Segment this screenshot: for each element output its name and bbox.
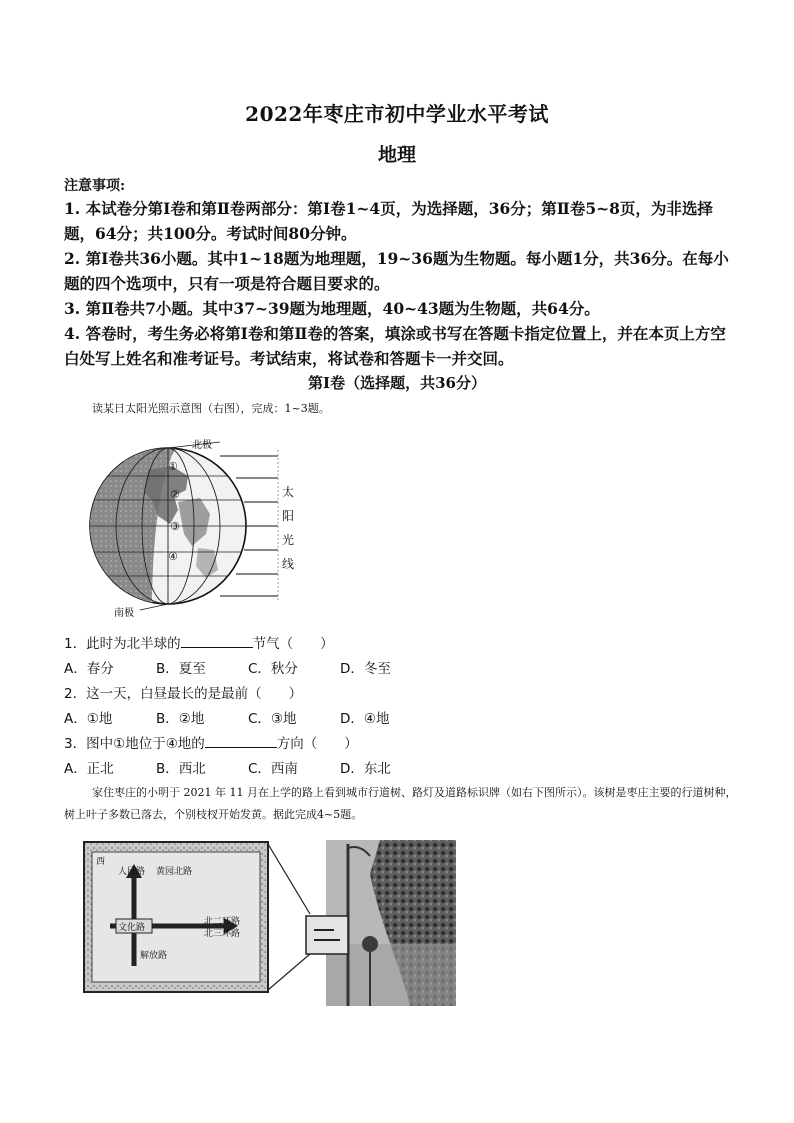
exam-title: 2022年枣庄市初中学业水平考试 [245,102,549,126]
part1-intro-2: 家住枣庄的小明于 2021 年 11 月在上学的路上看到城市行道树、路灯及道路标识牌（如右下图所示）。该树是枣庄主要的行道树种，树上叶子多数已落去，个别枝杈开始发黄。据此完成4~5题。 [64,786,737,821]
sunlight-diagram [60,430,330,620]
sign-road-bottom: 解放路 [140,951,168,961]
note-item: 3. 第Ⅱ卷共7小题。其中37~39题为地理题，40~43题为生物题，共64分。 [64,299,600,318]
north-pole-label: 北极 [192,440,212,451]
note-item: 4. 答卷时，考生务必将第Ⅰ卷和第Ⅱ卷的答案，填涂或书写在答题卡指定位置上，并在本页上方空白处写上姓名和准考证号。考试结束，将试卷和答题卡一并交回。 [64,324,726,368]
marker-1: ① [168,460,178,473]
question-1 [64,632,334,652]
question-1-tail: 节气（ ） [252,636,334,652]
question-3-options [64,757,432,777]
note-item: 2. 第Ⅰ卷共36小题。其中1~18题为地理题，19~36题为生物题。每小题1分，共36分。在每小题的四个选项中，只有一项是符合题目要求的。 [64,249,729,293]
marker-2: ② [170,488,180,501]
option-d: D．冬至 [340,661,391,677]
question-2-stem: 2．这一天，白昼最长的是最前（ ） [64,686,303,702]
sign-road-right-2: 北三环路 [204,929,241,939]
question-3 [64,732,358,752]
option-a: A．春分 [64,661,114,677]
option-a: A．①地 [64,711,113,727]
sunlight-label-char: 阳 [282,509,295,523]
option-a: A．正北 [64,761,114,777]
question-1-stem: 1．此时为北半球的 [64,636,181,652]
option-b: B．西北 [156,761,206,777]
sunlight-label-char: 太 [282,485,295,499]
part1-title: 第Ⅰ卷（选择题，共36分） [308,374,486,392]
option-d: D．东北 [340,761,391,777]
sign-corner-label: 西 [96,857,106,867]
option-b: B．夏至 [156,661,206,677]
south-pole-label: 南极 [114,608,134,619]
note-item: 1. 本试卷分第Ⅰ卷和第Ⅱ卷两部分：第Ⅰ卷1~4页，为选择题，36分；第Ⅱ卷5~8页，为非选择题，64分；共100分。考试时间80分钟。 [64,199,713,243]
sunlight-label-char: 线 [282,557,295,571]
option-b: B．②地 [156,711,205,727]
option-d: D．④地 [340,711,390,727]
notes-list [64,196,736,371]
question-3-stem: 3．图中①地位于④地的 [64,736,205,752]
sign-road-right-1: 北二环路 [204,917,241,927]
marker-4: ④ [168,550,178,563]
option-c: C．③地 [248,711,297,727]
question-2 [64,682,302,702]
question-1-options [64,657,432,677]
option-c: C．西南 [248,761,298,777]
part1-intro: 读某日太阳光照示意图（右图），完成：1~3题。 [92,402,330,415]
sign-road-top-left: 人民路 [118,867,146,877]
marker-3: ③ [170,520,180,533]
question-2-options [64,707,432,727]
notes-heading: 注意事项: [64,178,126,194]
answer-blank [181,635,253,648]
sign-road-center: 文化路 [118,923,146,933]
question-3-tail: 方向（ ） [276,736,358,752]
sunlight-label-char: 光 [282,533,295,547]
answer-blank [205,735,277,748]
sign-road-top-right: 黄园北路 [156,867,193,877]
option-c: C．秋分 [248,661,298,677]
subject-title: 地理 [377,144,416,166]
road-sign-figure [80,834,470,1008]
